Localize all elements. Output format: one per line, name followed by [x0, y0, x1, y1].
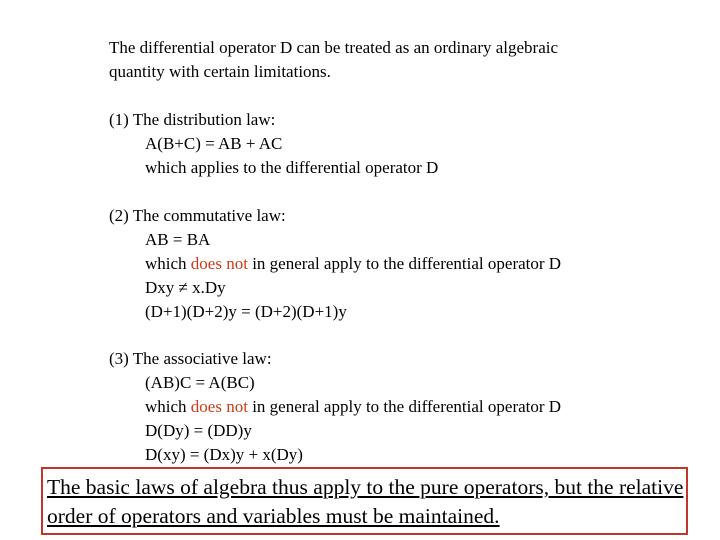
commutative-note	[145, 252, 561, 276]
intro-line-2: quantity with certain limitations.	[109, 62, 331, 81]
commutative-example-1: Dxy ≠ x.Dy	[145, 278, 226, 297]
conclusion-text: The basic laws of algebra thus apply to the pure operators, but the relative order of operators and variables must be maintained.	[47, 475, 684, 528]
intro-line-1: The differential operator D can be treated as an ordinary algebraic	[109, 38, 559, 57]
associative-heading: (3) The associative law:	[109, 349, 272, 368]
associative-formula: (AB)C = A(BC)	[145, 373, 255, 392]
distribution-heading: (1) The distribution law:	[109, 110, 276, 129]
commutative-formula: AB = BA	[145, 230, 211, 249]
commutative-heading: (2) The commutative law:	[109, 206, 286, 225]
associative-example-2: D(xy) = (Dx)y + x(Dy)	[145, 445, 303, 464]
associative-note-suffix: in general apply to the differential operator D	[247, 397, 562, 416]
associative-note	[145, 395, 561, 419]
commutative-note-prefix: which	[145, 254, 191, 273]
commutative-note-emphasis: does not	[190, 254, 248, 273]
commutative-example-2: (D+1)(D+2)y = (D+2)(D+1)y	[145, 302, 347, 321]
associative-note-emphasis: does not	[190, 397, 248, 416]
distribution-formula: A(B+C) = AB + AC	[145, 134, 283, 153]
commutative-note-suffix: in general apply to the differential operator D	[247, 254, 562, 273]
associative-note-prefix: which	[145, 397, 191, 416]
associative-example-1: D(Dy) = (DD)y	[145, 421, 252, 440]
distribution-note: which applies to the differential operator D	[145, 158, 439, 177]
